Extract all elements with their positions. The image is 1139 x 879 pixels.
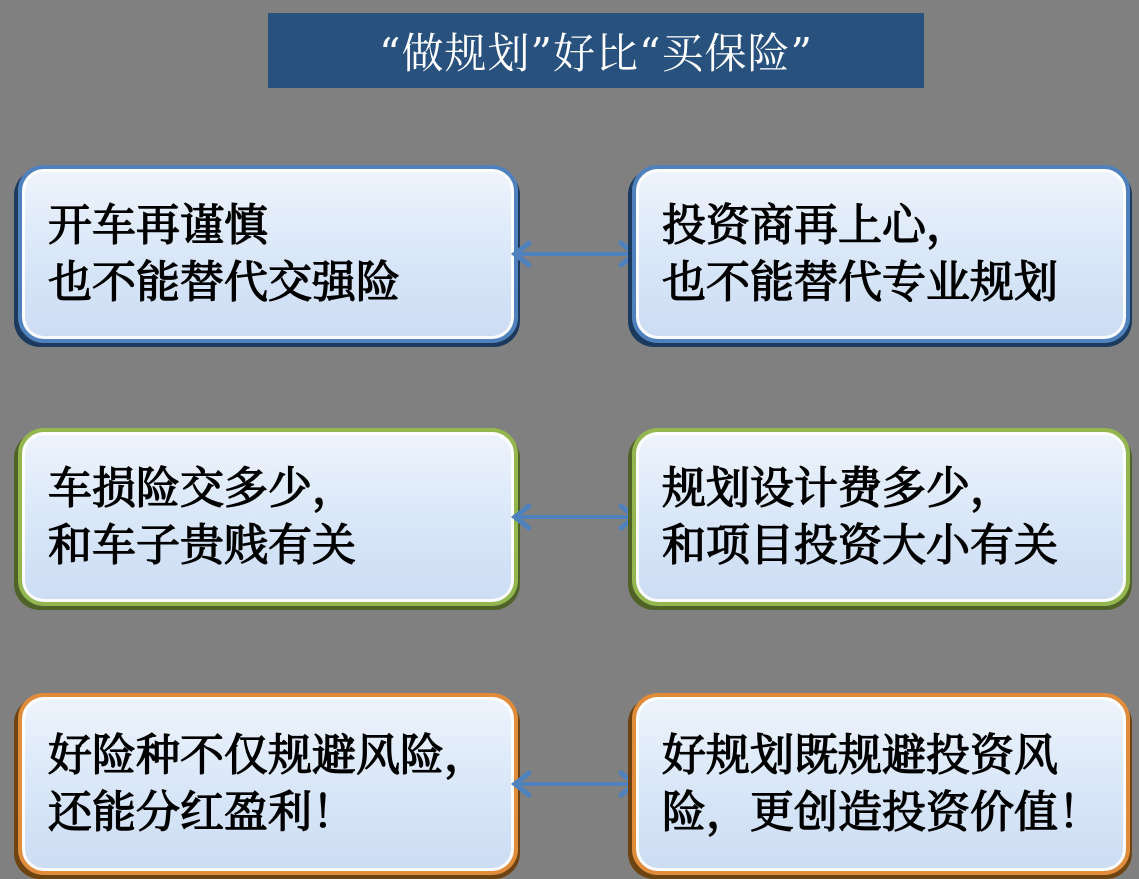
box-text-line: 和项目投资大小有关: [662, 520, 1058, 571]
box-text-line: 规划设计费多少，: [662, 462, 1014, 514]
box-text-line: 投资商再上心，: [662, 199, 970, 251]
double-headed-arrow-icon: [505, 497, 645, 537]
comparison-row: [0, 693, 1139, 875]
good-insurance-box: [18, 693, 518, 875]
box-text-line: 车损险交多少，: [48, 462, 356, 514]
design-fee-box: [632, 428, 1130, 606]
car-caution-box: [18, 165, 518, 343]
box-text-line: 和车子贵贱有关: [48, 520, 356, 571]
box-text-line: 好险种不仅规避风险，: [48, 729, 488, 781]
double-headed-arrow-icon: [505, 764, 645, 804]
comparison-row: [0, 165, 1139, 343]
comparison-row: [0, 428, 1139, 606]
box-text-line: 也不能替代交强险: [48, 257, 400, 308]
box-text-line: 险，更创造投资价值！: [662, 787, 1102, 838]
box-text-line: 也不能替代专业规划: [662, 257, 1058, 308]
page-title: “做规划”好比“买保险”: [268, 13, 924, 88]
box-text-line: 开车再谨慎: [48, 199, 268, 251]
double-headed-arrow-icon: [505, 234, 645, 274]
box-text-line: 好规划既规避投资风: [662, 729, 1058, 781]
investor-care-box: [632, 165, 1130, 343]
good-planning-box: [632, 693, 1130, 875]
damage-premium-box: [18, 428, 518, 606]
box-text-line: 还能分红盈利！: [48, 787, 356, 838]
